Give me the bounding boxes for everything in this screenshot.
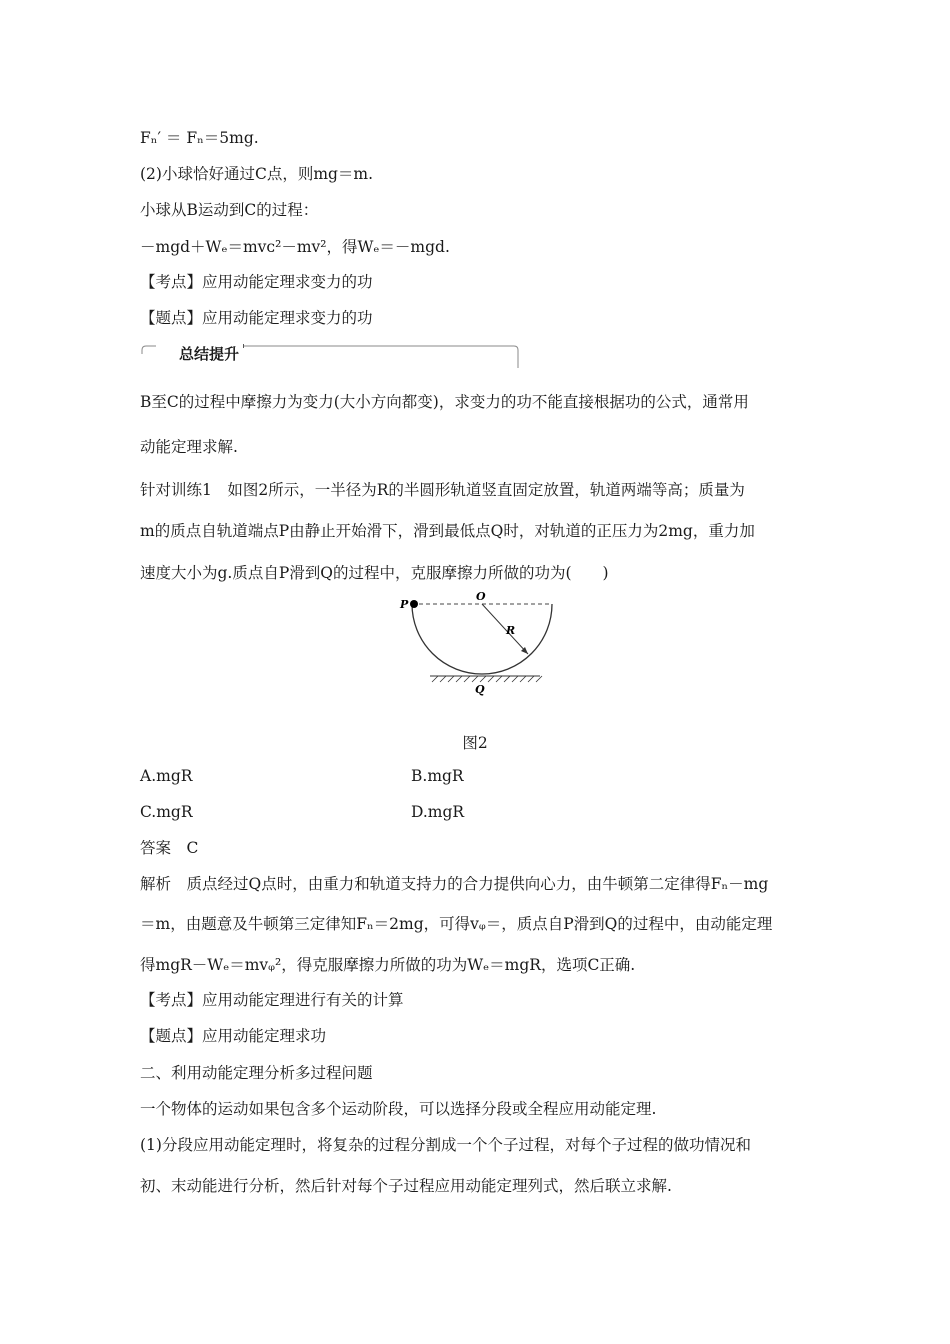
section-2-heading: 二、利用动能定理分析多过程问题 [140,1064,373,1082]
section-2-p1: 一个物体的运动如果包含多个运动阶段，可以选择分段或全程应用动能定理. [140,1100,657,1118]
option-a: A.mgR [140,767,193,785]
label-p: P [400,598,409,611]
tag-kaodian-1: 【考点】应用动能定理求变力的功 [140,273,373,291]
particle-p [410,600,418,608]
analysis-line-3: 得mgR－Wₑ＝mvᵩ²，得克服摩擦力所做的功为Wₑ＝mgR，选项C正确. [140,956,636,974]
tag-tidian-2: 【题点】应用动能定理求功 [140,1027,327,1045]
exercise-line-2: m的质点自轨道端点P由静止开始滑下，滑到最低点Q时，对轨道的正压力为2mg，重力加 [140,522,755,540]
label-o: O [476,592,486,603]
section-2-p2-line1: (1)分段应用动能定理时，将复杂的过程分割成一个个子过程，对每个子过程的做功情况和 [140,1136,751,1154]
exercise-line-3: 速度大小为g.质点自P滑到Q的过程中，克服摩擦力所做的功为( ) [140,564,609,582]
summary-body-1: B至C的过程中摩擦力为变力(大小方向都变)，求变力的功不能直接根据功的公式，通常用 [140,393,749,411]
label-r: R [506,624,516,637]
text-ball-passes-c: (2)小球恰好通过C点，则mg＝m. [140,165,374,183]
answer: 答案 C [140,839,199,857]
semicircle-track-diagram [380,592,570,702]
section-2-p2-line2: 初、末动能进行分析，然后针对每个子过程应用动能定理列式，然后联立求解. [140,1177,672,1195]
analysis-line-1: 解析 质点经过Q点时，由重力和轨道支持力的合力提供向心力，由牛顿第二定律得Fₙ－mg [140,875,769,893]
label-q: Q [475,683,485,696]
summary-body-2: 动能定理求解. [140,438,238,456]
equation-normal-force: Fₙ′ ＝ Fₙ＝5mg. [140,129,259,147]
text-b-to-c: 小球从B运动到C的过程： [140,201,319,219]
option-b: B.mgR [411,767,464,785]
analysis-line-2: ＝m，由题意及牛顿第三定律知Fₙ＝2mg，可得vᵩ＝，质点自P滑到Q的过程中，由动能定理 [140,915,773,933]
tag-tidian-1: 【题点】应用动能定理求变力的功 [140,309,373,327]
option-d: D.mgR [411,803,465,821]
figure-caption: 图2 [462,734,488,752]
exercise-line-1: 针对训练1 如图2所示，一半径为R的半圆形轨道竖直固定放置，轨道两端等高；质量为 [140,481,745,499]
summary-title: 总结提升 [175,343,243,364]
tag-kaodian-2: 【考点】应用动能定理进行有关的计算 [140,991,404,1009]
equation-work: －mgd＋Wₑ＝mvᴄ²－mv²，得Wₑ＝－mgd. [140,238,450,256]
option-c: C.mgR [140,803,193,821]
